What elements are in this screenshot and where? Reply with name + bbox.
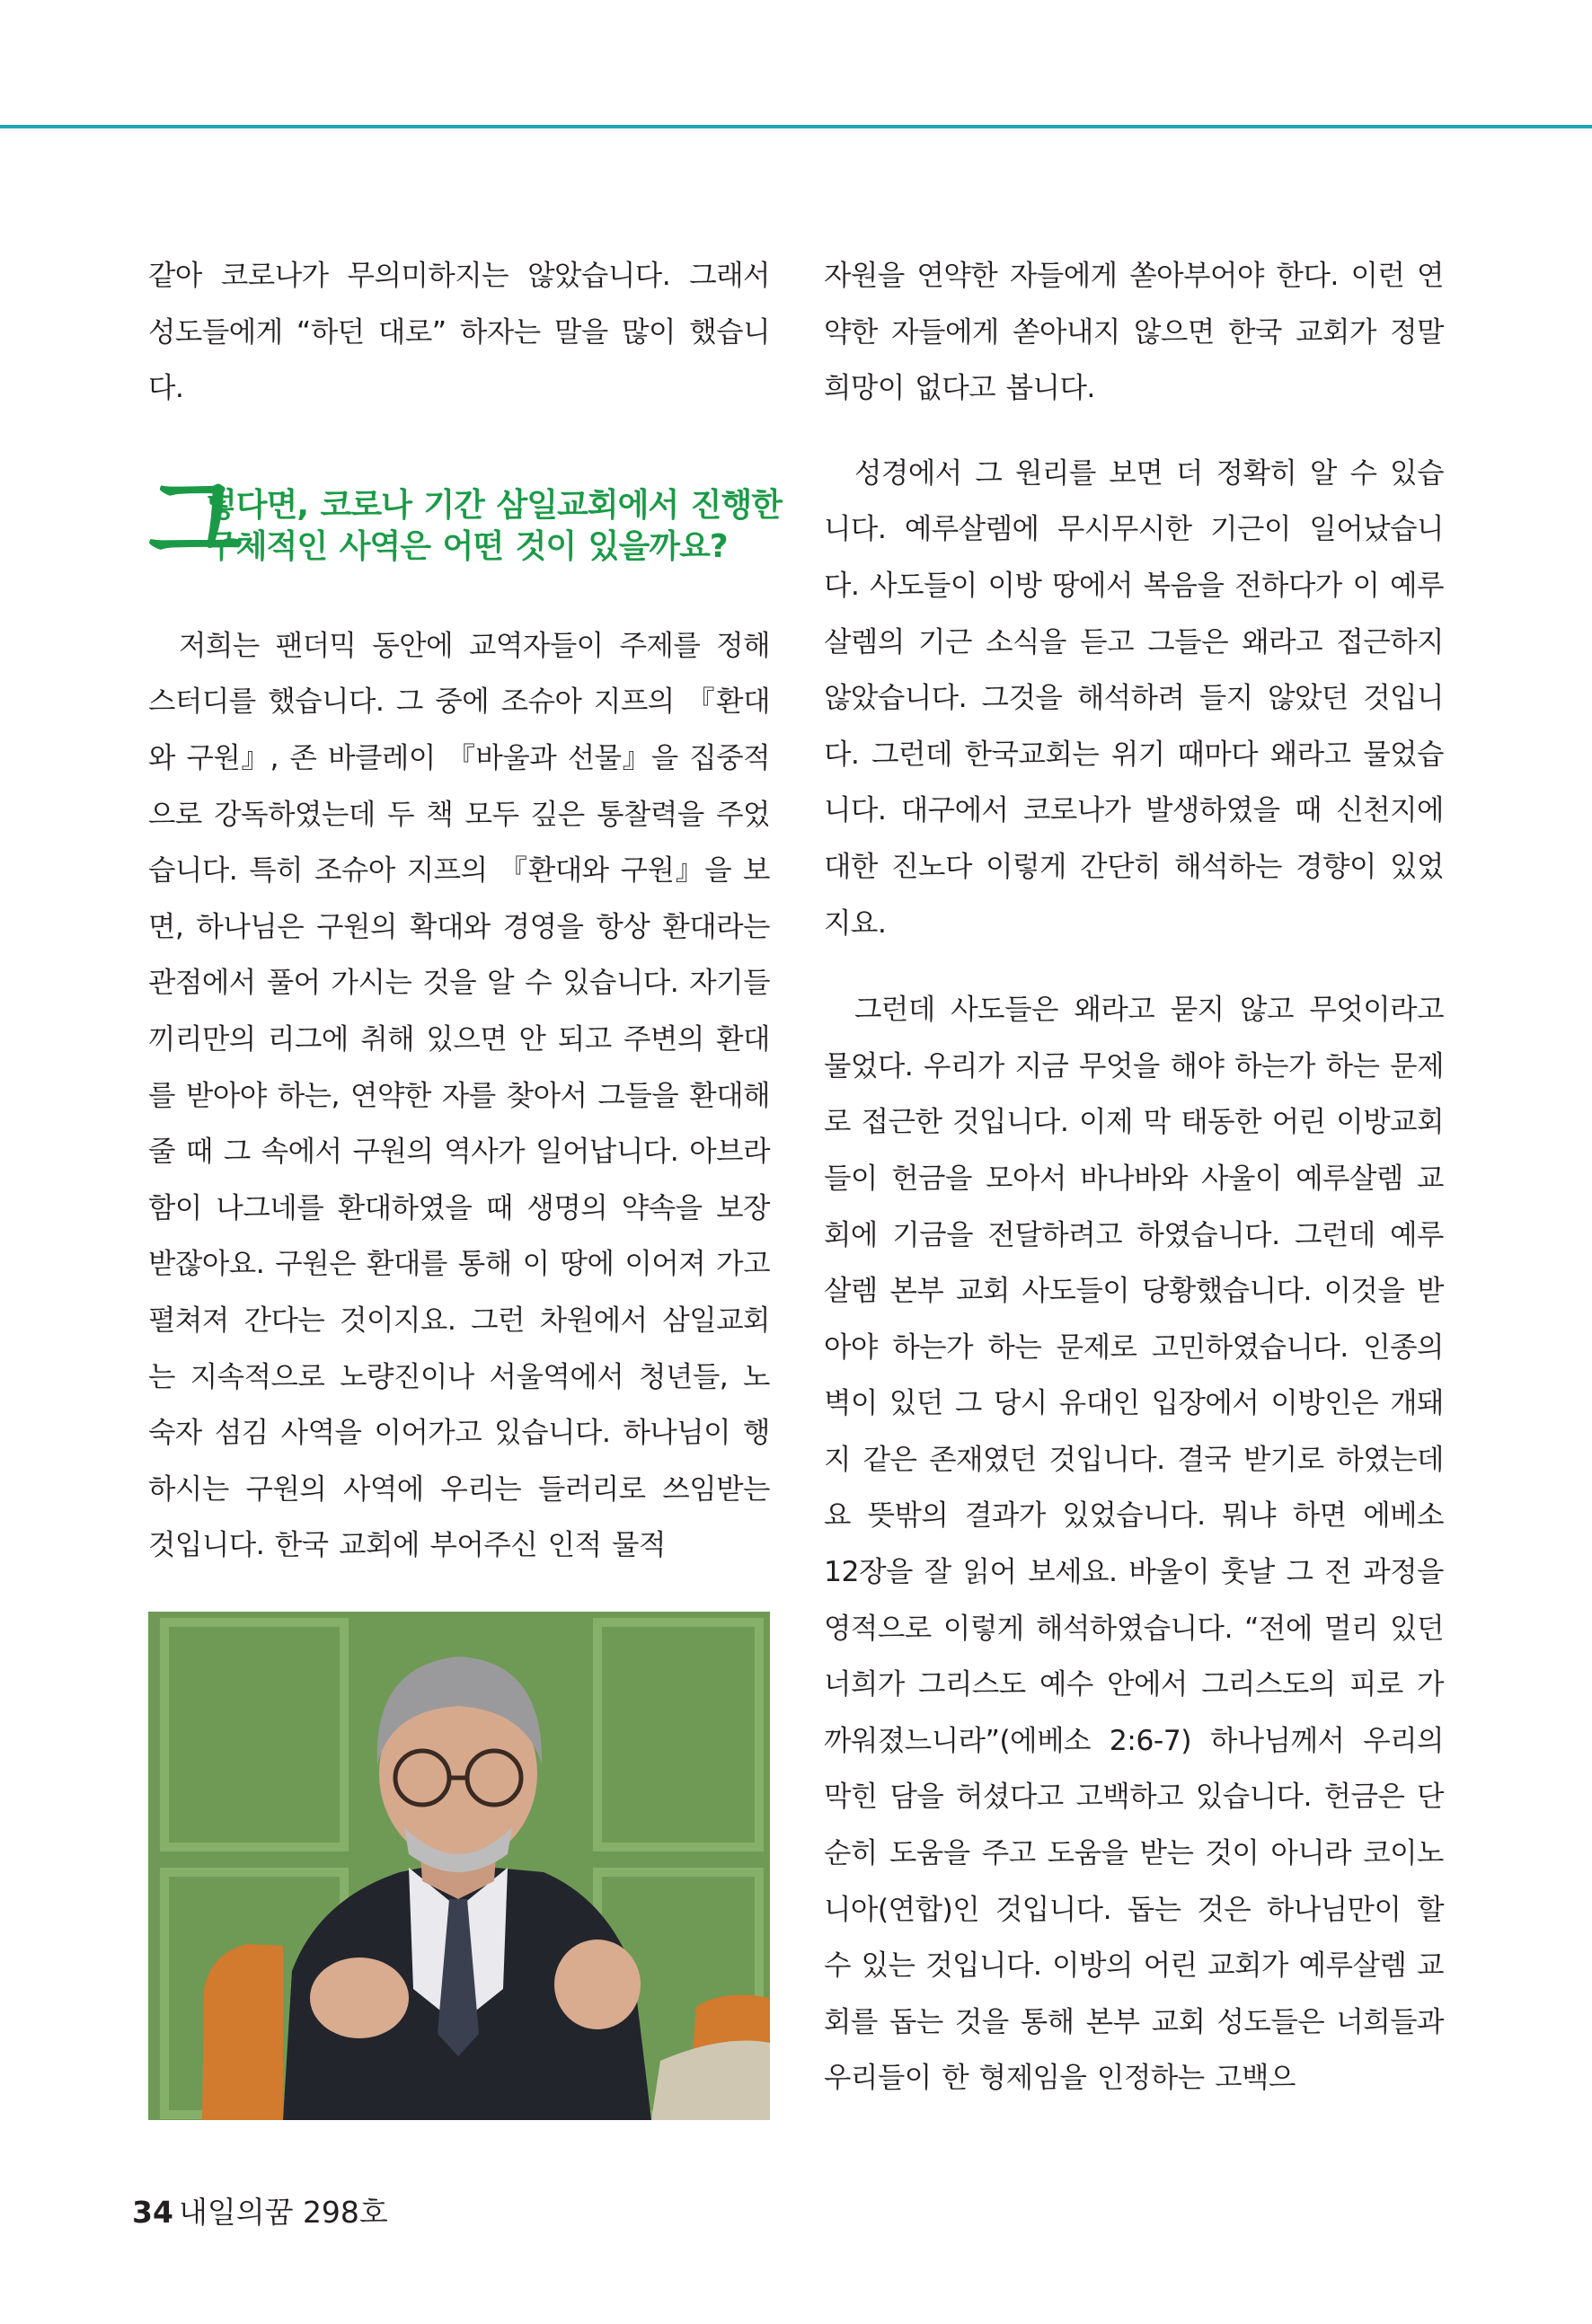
right-paragraph-2: 성경에서 그 원리를 보면 더 정확히 알 수 있습니다. 예루살렘에 무시무시한 기근이 일어났습니다. 사도들이 이방 땅에서 복음을 전하다가 이 예루살렘의 기근 소식을 듣고 그들은 왜라고 접근하지 않았습니다. 그것을 해석하려 들지 않았던 것입니다. 그런데 한국교회는 위기 때마다 왜라고 물었습니다. 대구에서 코로나가 발생하였을 때 신천지에 대한 진노다 이렇게 간단히 해석하는 경향이 있었지요. <box>824 456 1444 940</box>
question-line-2: 구체적인 사역은 어떤 것이 있을까요? <box>206 527 728 565</box>
right-column <box>824 248 1444 2107</box>
issue-label: 내일의꿈 298호 <box>178 2195 388 2230</box>
interview-question <box>148 465 783 588</box>
intro-paragraph: 같아 코로나가 무의미하지는 않았습니다. 그래서 성도들에게 “하던 대로” 하자는 말을 많이 했습니다. <box>148 260 770 405</box>
right-paragraph-1: 자원을 연약한 자들에게 쏟아부어야 한다. 이런 연약한 자들에게 쏟아내지 않으면 한국 교회가 정말 희망이 없다고 봅니다. <box>824 260 1444 405</box>
page-footer <box>132 2195 388 2231</box>
question-line-1: 렇다면, 코로나 기간 삼일교회에서 진행한 <box>206 486 783 524</box>
answer-paragraph: 저희는 팬더믹 동안에 교역자들이 주제를 정해 스터디를 했습니다. 그 중에 조슈아 지프의 『환대와 구원』, 존 바클레이 『바울과 선물』을 집중적으로 강독하였는데 두 책 모두 깊은 통찰력을 주었습니다. 특히 조슈아 지프의 『환대와 구원』을 보면, 하나님은 구원의 확대와 경영을 항상 환대라는 관점에서 풀어 가시는 것을 알 수 있습니다. 자기들끼리만의 리그에 취해 있으면 안 되고 주변의 환대를 받아야 하는, 연약한 자를 찾아서 그들을 환대해 줄 때 그 속에서 구원의 역사가 일어납니다. 아브라함이 나그네를 환대하였을 때 생명의 약속을 보장받잖아요. 구원은 환대를 통해 이 땅에 이어져 가고 펼쳐져 간다는 것이지요. 그런 차원에서 삼일교회는 지속적으로 노량진이나 서울역에서 청년들, 노숙자 섬김 사역을 이어가고 있습니다. 하나님이 행하시는 구원의 사역에 우리는 들러리로 쓰임받는 것입니다. 한국 교회에 부어주신 인적 물적 <box>148 629 770 1562</box>
top-accent-rule <box>0 125 1592 128</box>
interviewee-photo <box>148 1612 770 2120</box>
right-paragraph-3: 그런데 사도들은 왜라고 묻지 않고 무엇이라고 물었다. 우리가 지금 무엇을 해야 하는가 하는 문제로 접근한 것입니다. 이제 막 태동한 어린 이방교회들이 헌금을 모아서 바나바와 사울이 예루살렘 교회에 기금을 전달하려고 하였습니다. 그런데 예루살렘 본부 교회 사도들이 당황했습니다. 이것을 받아야 하는가 하는 문제로 고민하였습니다. 인종의 벽이 있던 그 당시 유대인 입장에서 이방인은 개돼지 같은 존재였던 것입니다. 결국 받기로 하였는데요 뜻밖의 결과가 있었습니다. 뭐냐 하면 에베소 12장을 잘 읽어 보세요. 바울이 훗날 그 전 과정을 영적으로 이렇게 해석하였습니다. “전에 멀리 있던 너희가 그리스도 예수 안에서 그리스도의 피로 가까워졌느니라”(에베소 2:6-7) 하나님께서 우리의 막힌 담을 허셨다고 고백하고 있습니다. 헌금은 단순히 도움을 주고 도움을 받는 것이 아니라 코이노니아(연합)인 것입니다. 돕는 것은 하나님만이 할 수 있는 것입니다. 이방의 어린 교회가 예루살렘 교회를 돕는 것을 통해 본부 교회 성도들은 너희들과 우리들이 한 형제임을 인정하는 고백으 <box>824 994 1444 2095</box>
question-dropcap: 그 <box>148 465 242 579</box>
page-number: 34 <box>132 2195 173 2230</box>
left-column <box>148 248 783 2120</box>
